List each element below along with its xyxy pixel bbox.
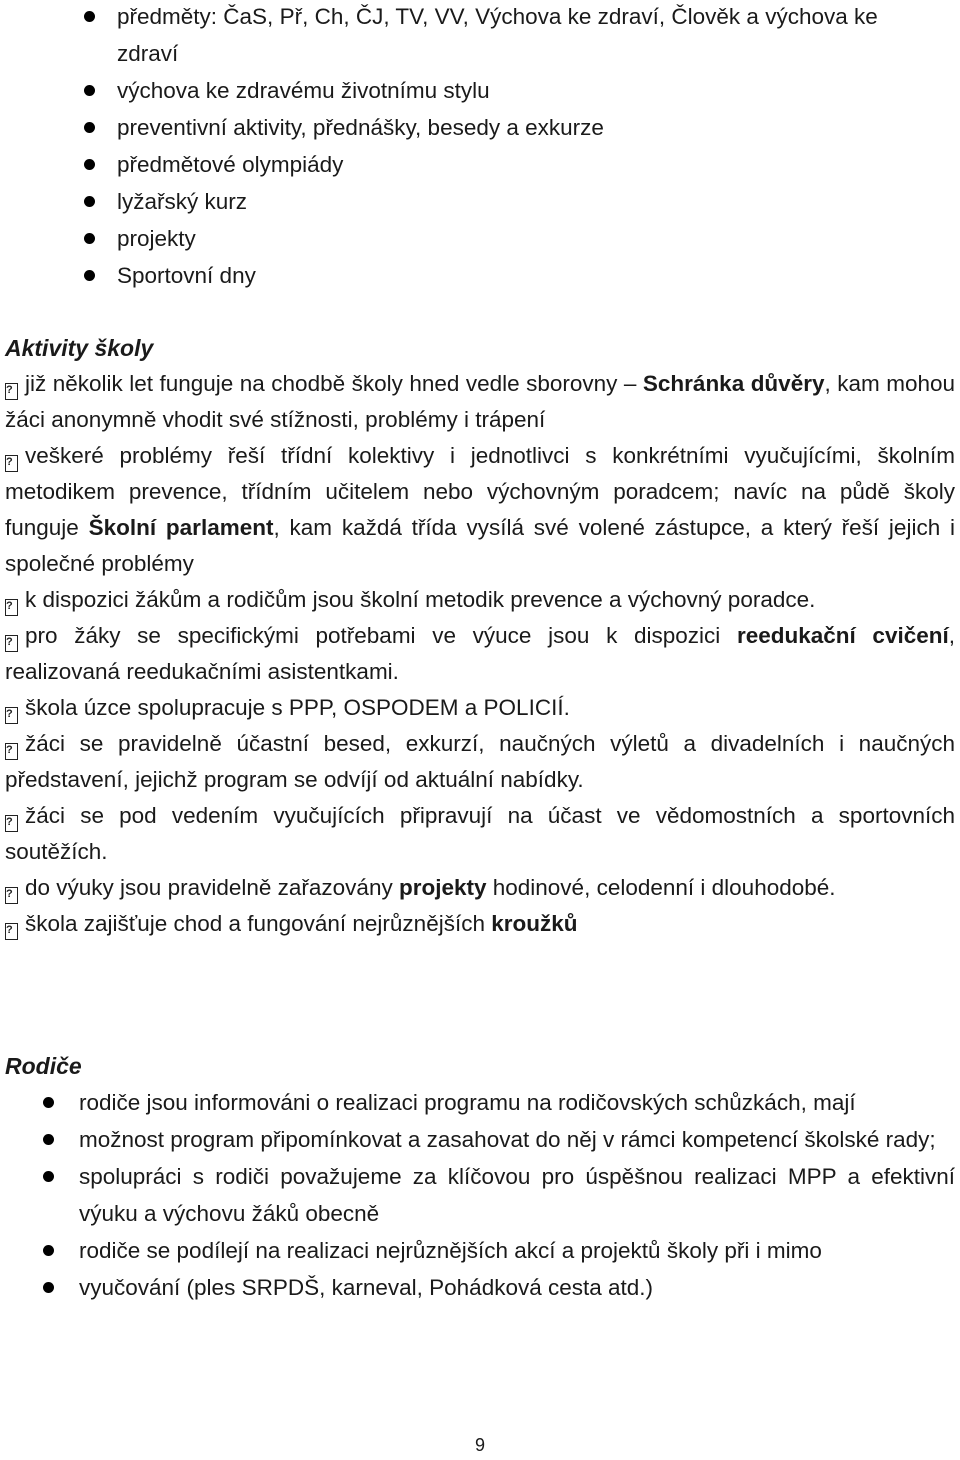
missing-glyph-icon [5, 707, 18, 724]
missing-glyph-icon [5, 599, 18, 616]
bullet-dot-icon [84, 159, 95, 170]
bullet-dot-icon [84, 85, 95, 96]
paragraph-bold-text: Školní parlament [88, 515, 274, 540]
list-item [0, 1232, 960, 1269]
paragraph-text: škola zajišťuje chod a fungování nejrůznějších [25, 911, 492, 936]
list-item-text: vyučování (ples SRPDŠ, karneval, Pohádková cesta atd.) [79, 1275, 654, 1300]
bullet-dot-icon [84, 122, 95, 133]
page-number: 9 [474, 1435, 485, 1455]
missing-glyph-icon [5, 815, 18, 832]
bullet-dot-icon [43, 1134, 54, 1145]
paragraph-text: pro žáky se specifickými potřebami ve výuce jsou k dispozici [25, 623, 737, 648]
list-item [0, 1158, 960, 1232]
bullet-dot-icon [43, 1171, 54, 1182]
paragraph-text: , kam mohou žáci anonymně vhodit své stížnosti, problémy i trápení [5, 371, 955, 432]
parents-list [0, 1084, 960, 1306]
missing-glyph-icon [5, 383, 18, 400]
paragraph-bold-text: kroužků [491, 911, 578, 936]
list-item [0, 183, 960, 220]
list-item-text: rodiče jsou informováni o realizaci programu na rodičovských schůzkách, mají [79, 1090, 856, 1115]
paragraph-text: k dispozici žákům a rodičům jsou školní metodik prevence a výchovný poradce. [25, 587, 816, 612]
list-item [0, 257, 960, 294]
list-item-text: Sportovní dny [117, 263, 256, 288]
list-item-text: projekty [117, 226, 196, 251]
activity-paragraph [5, 438, 955, 582]
paragraph-text: , realizovaná reedukačními asistentkami. [5, 623, 955, 684]
activity-paragraph [5, 582, 955, 618]
list-item-text: spolupráci s rodiči považujeme za klíčovou pro úspěšnou realizaci MPP a efektivní výuku a výchovu žáků obecně [79, 1164, 955, 1226]
paragraph-text: hodinové, celodenní i dlouhodobé. [486, 875, 836, 900]
list-item-text: předměty: ČaS, Př, Ch, ČJ, TV, VV, Výchova ke zdraví, Člověk a výchova ke zdraví [117, 4, 878, 66]
paragraph-text: škola úzce spolupracuje s PPP, OSPODEM a POLICIÍ. [25, 695, 570, 720]
list-item [0, 0, 960, 72]
bullet-dot-icon [84, 270, 95, 281]
activity-paragraph [5, 366, 955, 438]
missing-glyph-icon [5, 635, 18, 652]
list-item-text: výchova ke zdravému životnímu stylu [117, 78, 490, 103]
bullet-dot-icon [43, 1282, 54, 1293]
activity-paragraph [5, 798, 955, 870]
activity-paragraph [5, 690, 955, 726]
activity-paragraph [5, 870, 955, 906]
activity-paragraph [5, 618, 955, 690]
bullet-dot-icon [43, 1097, 54, 1108]
paragraph-text: žáci se pod vedením vyučujících připravují na účast ve vědomostních a sportovních soutěžích. [5, 803, 955, 864]
missing-glyph-icon [5, 923, 18, 940]
missing-glyph-icon [5, 455, 18, 472]
list-item [0, 146, 960, 183]
paragraph-bold-text: projekty [398, 875, 487, 900]
paragraph-text: do výuky jsou pravidelně zařazovány [25, 875, 399, 900]
activity-paragraph [5, 906, 955, 942]
paragraph-text: již několik let funguje na chodbě školy hned vedle sborovny – [25, 371, 643, 396]
list-item [0, 220, 960, 257]
paragraph-bold-text: Schránka důvěry [642, 371, 825, 396]
list-item-text: předmětové olympiády [117, 152, 344, 177]
list-item [0, 109, 960, 146]
paragraph-bold-text: reedukační cvičení [736, 623, 949, 648]
section-heading-rodice: Rodiče [5, 1053, 82, 1079]
bullet-dot-icon [84, 196, 95, 207]
activity-paragraph [5, 726, 955, 798]
list-item [0, 72, 960, 109]
bullet-dot-icon [43, 1245, 54, 1256]
paragraph-text: , kam každá třída vysílá své volené zástupce, a který řeší jejich i společné problémy [5, 515, 955, 576]
section-heading-aktivity: Aktivity školy [5, 335, 154, 361]
list-item [0, 1084, 960, 1121]
list-item-text: preventivní aktivity, přednášky, besedy a exkurze [117, 115, 604, 140]
list-item [0, 1269, 960, 1306]
bullet-dot-icon [84, 233, 95, 244]
list-item-text: lyžařský kurz [117, 189, 248, 214]
bullet-dot-icon [84, 11, 95, 22]
missing-glyph-icon [5, 887, 18, 904]
paragraph-text: veškeré problémy řeší třídní kolektivy i jednotlivci s konkrétními vyučujícími, školním metodikem prevence, třídním učitelem nebo výchovným poradcem; navíc na půdě školy funguje [5, 443, 955, 540]
paragraph-text: žáci se pravidelně účastní besed, exkurzí, naučných výletů a divadelních i naučných představení, jejichž program se odvíjí od aktuální nabídky. [5, 731, 955, 792]
list-item-text: rodiče se podílejí na realizaci nejrůznějších akcí a projektů školy při i mimo [79, 1238, 822, 1263]
subjects-list [0, 0, 960, 294]
list-item-text: možnost program připomínkovat a zasahovat do něj v rámci kompetencí školské rady; [79, 1127, 936, 1152]
list-item [0, 1121, 960, 1158]
aktivity-section [5, 366, 955, 942]
missing-glyph-icon [5, 743, 18, 760]
